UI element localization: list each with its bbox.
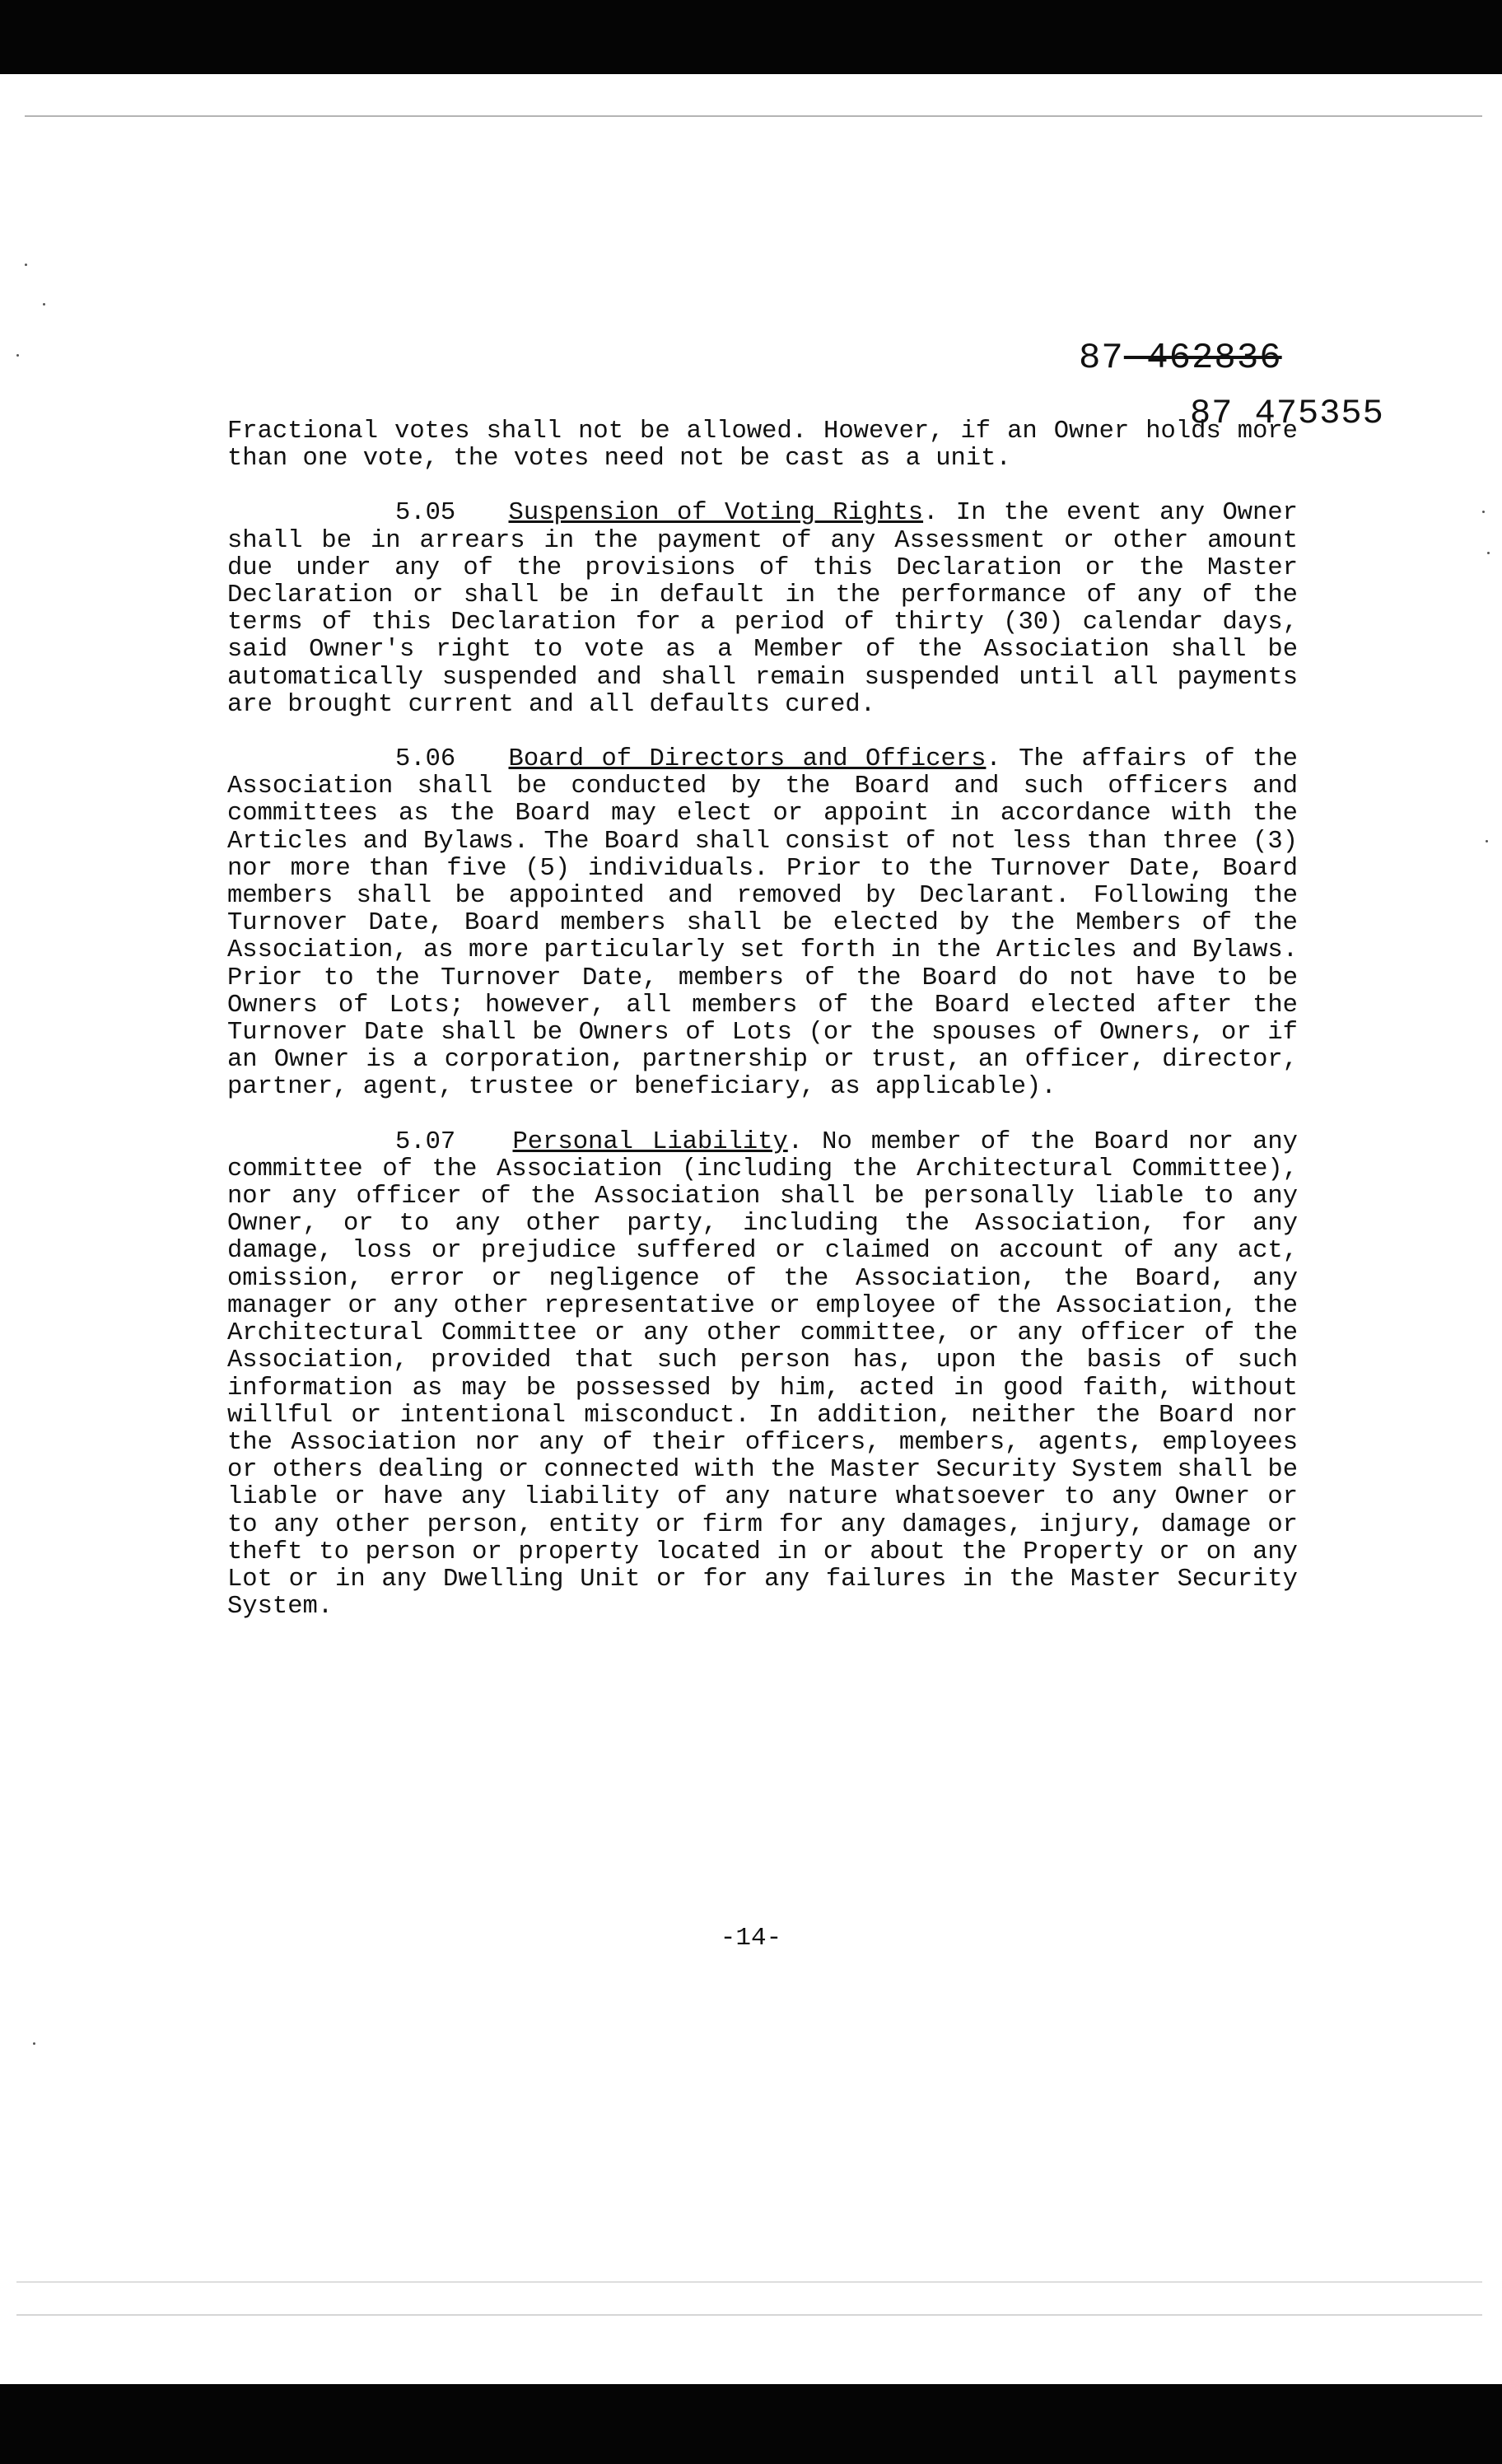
scan-speck bbox=[1486, 840, 1488, 842]
scan-speck bbox=[25, 264, 27, 266]
scan-artifact-line bbox=[25, 115, 1482, 117]
section-heading: Personal Liability bbox=[512, 1127, 788, 1156]
scan-speck bbox=[1482, 511, 1485, 513]
scan-artifact-line bbox=[16, 2314, 1482, 2316]
scan-speck bbox=[16, 354, 19, 357]
section-heading: Board of Directors and Officers bbox=[508, 745, 987, 774]
scan-speck bbox=[33, 2042, 35, 2045]
scan-artifact-line bbox=[16, 2281, 1482, 2283]
section-number: 5.07 bbox=[395, 1127, 456, 1156]
scan-top-border bbox=[0, 0, 1502, 74]
section-number: 5.06 bbox=[395, 745, 456, 774]
section-5-07 bbox=[227, 1129, 1298, 1622]
recording-stamp-new: 87 475355 bbox=[1190, 394, 1384, 433]
scan-bottom-border bbox=[0, 2384, 1502, 2464]
recording-stamp-old bbox=[1079, 338, 1282, 379]
recording-stamp-old-struck: -462836 bbox=[1123, 338, 1282, 379]
section-5-06 bbox=[227, 746, 1298, 1102]
section-text: . The affairs of the Association shall be conducted by the Board and such officers and committees as the Board may elect or appoint in accordance with the Articles and Bylaws. The Board shall consist of not less than three (3) nor more than five (5) individuals. Prior to the Turnover Date, Board members shall be appointed and removed by Declarant. Following the Turnover Date, Board members shall be elected by the Members of the Association, as more particularly set forth in the Articles and Bylaws. Prior to the Turnover Date, members of the Board do not have to be Owners of Lots; however, all members of the Board elected after the Turnover Date shall be Owners of Lots (or the spouses of Owners, or if an Owner is a corporation, partnership or trust, an officer, director, partner, agent, trustee or beneficiary, as applicable). bbox=[227, 745, 1298, 1102]
section-number: 5.05 bbox=[395, 499, 456, 528]
recording-stamp-old-prefix: 87 bbox=[1079, 338, 1124, 379]
section-text: . No member of the Board nor any committee of the Association (including the Architectural Committee), nor any officer of the Association shall be personally liable to any Owner, or to any other party, including the Association, for any damage, loss or prejudice suffered or claimed on account of any act, omission, error or negligence of the Association, the Board, any manager or any other representative or employee of the Association, the Architectural Committee or any other committee, or any officer of the Association, provided that such person has, upon the basis of such information as may be possessed by him, acted in good faith, without willful or intentional misconduct. In addition, neither the Board nor the Association nor any of their officers, members, agents, employees or others dealing or connected with the Master Security System shall be liable or have any liability of any nature whatsoever to any Owner or to any other person, entity or firm for any damages, injury, damage or theft to person or property located in or about the Property or on any Lot or in any Dwelling Unit or for any failures in the Master Security System. bbox=[227, 1127, 1298, 1622]
scan-speck bbox=[1487, 552, 1490, 554]
section-heading: Suspension of Voting Rights bbox=[508, 499, 924, 528]
scan-speck bbox=[43, 303, 45, 306]
page-number: -14- bbox=[720, 1924, 782, 1953]
section-text: . In the event any Owner shall be in arrears in the payment of any Assessment or other amount due under any of the provisions of this Declaration or the Master Declaration or shall be in default in the performance of any of the terms of this Declaration for a period of thirty (30) calendar days, said Owner's right to vote as a Member of the Association shall be automatically suspended and shall remain suspended until all payments are brought current and all defaults cured. bbox=[227, 499, 1298, 719]
continuation-paragraph: Fractional votes shall not be allowed. However, if an Owner holds more than one vote, the votes need not be cast as a unit. bbox=[227, 418, 1298, 474]
section-5-05 bbox=[227, 500, 1298, 719]
document-body bbox=[227, 418, 1298, 1648]
